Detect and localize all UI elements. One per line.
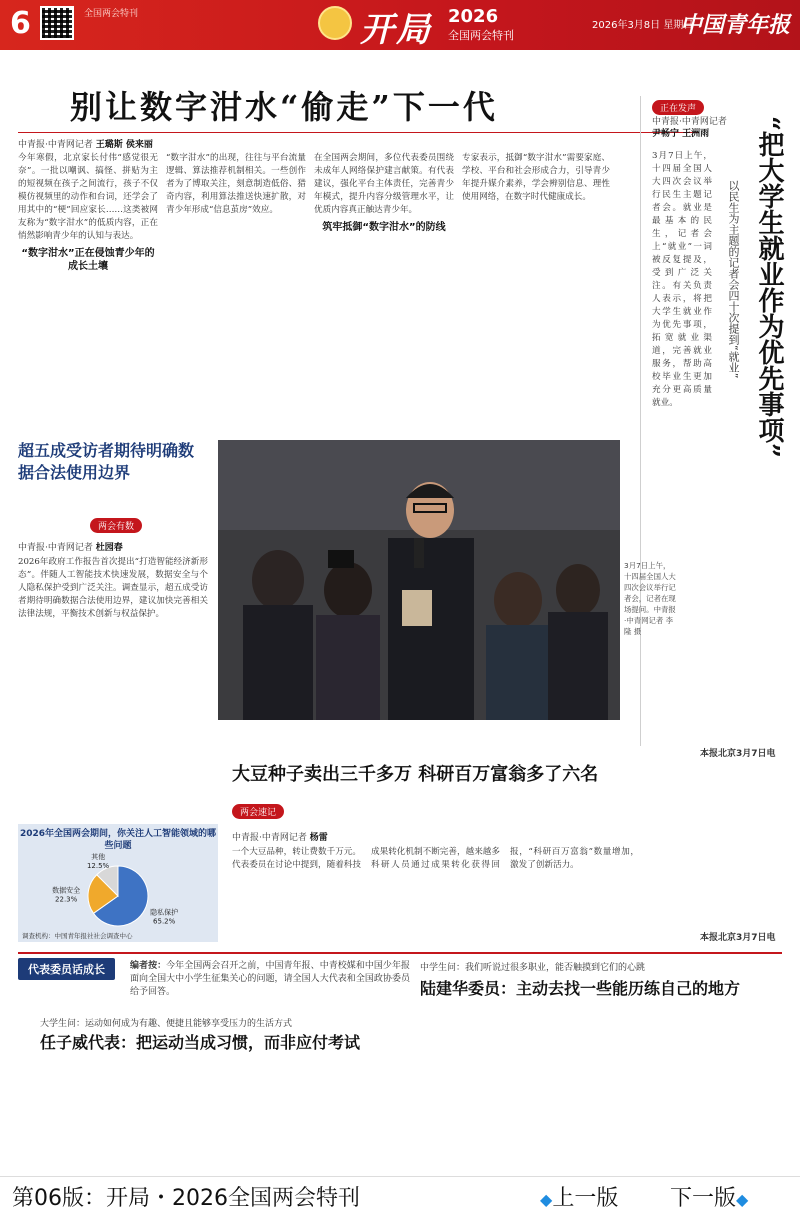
lead-byline-names: 王璐斯 侯来丽 <box>95 140 153 150</box>
ai-byline <box>18 540 123 553</box>
column-divider <box>640 96 641 746</box>
right-subheadline: 以民生为主题的记者会四十次提到“就业” <box>727 180 740 379</box>
chart-source: 调查机构：中国青年报社社会调查中心 <box>22 932 133 940</box>
bottom-divider <box>18 952 782 954</box>
left-bottom-headline[interactable]: 任子威代表：把运动当成习惯，而非应付考试 <box>40 1033 361 1052</box>
pie-label-2: 其他 <box>91 853 106 862</box>
section-title: 开局 <box>360 10 432 50</box>
issue-date: 2026年3月8日 星期日 <box>592 20 694 31</box>
footer-bar <box>0 1176 800 1217</box>
ai-tag: 两会有数 <box>90 518 142 533</box>
photo-illustration <box>218 440 620 720</box>
editor-note <box>130 960 410 1004</box>
next-arrow-icon: ◆ <box>736 1190 749 1209</box>
press-conference-photo <box>218 440 620 720</box>
lead-column-2 <box>166 152 306 422</box>
soybean-dateline: 本报北京3月7日电 <box>700 933 776 943</box>
soybean-tag-wrap <box>232 800 284 819</box>
soybean-byline-prefix: 中青报·中青网记者 <box>232 833 307 843</box>
right-body-top <box>652 150 712 408</box>
soybean-byline <box>232 830 328 843</box>
qr-code-icon <box>40 6 74 40</box>
edition-label: 第06版：开局・2026全国两会特刊 <box>12 1186 360 1211</box>
editor-note-label: 编者按： <box>130 961 167 971</box>
ai-byline-names: 杜园春 <box>95 543 123 553</box>
soybean-byline-names: 杨雷 <box>309 833 328 843</box>
right-bottom-headline[interactable]: 陆建华委员：主动去找一些能历练自己的地方 <box>420 979 741 998</box>
ai-body-text: 2026年政府工作报告首次提出“打造智能经济新形态”。伴随人工智能技术快速发展，数据安全与个人隐私保护受到广泛关注。调查显示，超五成受访者期待明确数据合法使用边界，建议加快完善相关法律法规，平衡技术创新与权益保护。 <box>18 557 208 619</box>
ai-body <box>18 556 208 812</box>
right-tag-wrap <box>652 96 704 115</box>
lead-byline-prefix: 中青报·中青网记者 <box>18 140 93 150</box>
lead-paragraph-2: “数字泔水”的出现，往往与平台流量逻辑、算法推荐机制相关。一些创作者为了博取关注，刻意制造低俗、猎奇内容，利用算法推送快速扩散，对青少年形成“信息茧房”效应。 <box>166 153 306 215</box>
chart-svg <box>18 824 218 942</box>
pie-label-0: 隐私保护 <box>150 908 179 917</box>
soybean-tag: 两会速记 <box>232 804 284 819</box>
soybean-headline[interactable]: 大豆种子卖出三千多万 科研百万富翁多了六名 <box>232 764 599 785</box>
masthead-eyebrow: 全国两会特刊 <box>84 9 139 19</box>
soybean-body-text: 一个大豆品种，转让费数千万元。代表委员在讨论中提到，随着科技成果转化机制不断完善，越来越多科研人员通过成果转化获得回报，“科研百万富翁”数量增加，激发了创新活力。 <box>232 847 639 870</box>
lead-subhead-2: 筑牢抵御“数字泔水”的防线 <box>322 222 446 233</box>
chart-title: 2026年全国两会期间，你关注人工智能领域的哪些问题 <box>19 829 217 851</box>
national-emblem-icon <box>318 6 352 40</box>
masthead <box>0 0 800 50</box>
right-byline <box>652 116 740 140</box>
right-kicker: 中学生问：我们听说过很多职业，能否触摸到它们的心跳 <box>420 963 646 973</box>
lead-subhead-1: “数字泔水”正在侵蚀青少年的成长土壤 <box>21 248 155 272</box>
lead-headline[interactable]: 别让数字泔水“偷走”下一代 <box>70 88 498 126</box>
right-tag: 正在发声 <box>652 100 704 115</box>
next-edition-label: 下一版 <box>670 1186 737 1211</box>
special-label: 全国两会特刊 <box>448 29 514 42</box>
pie-chart <box>18 824 218 942</box>
right-dateline: 本报北京3月7日电 <box>700 749 776 759</box>
pie-value-0: 65.2% <box>153 917 176 926</box>
paper-logo: 中国青年报 <box>680 12 791 38</box>
lead-column-4 <box>462 152 610 422</box>
right-body-text: 3月7日上午，十四届全国人大四次会议举行民生主题记者会。就业是最基本的民生，记者会上“就业”一词被反复提及，受到广泛关注。有关负责人表示，将把大学生就业作为优先事项，拓宽就业渠道，完善就业服务，帮助高校毕业生更加充分更高质量就业。 <box>652 151 712 408</box>
bottom-banner: 代表委员话成长 <box>18 958 115 980</box>
lead-column-1 <box>18 152 158 422</box>
soybean-body <box>232 846 778 936</box>
lead-paragraph-3: 在全国两会期间，多位代表委员围绕未成年人网络保护建言献策。有代表建议，强化平台主体责任，完善青少年模式，提升内容分级管理水平，让优质内容真正触达青少年。 <box>314 153 454 215</box>
lead-paragraph-4: 专家表示，抵御“数字泔水”需要家庭、学校、平台和社会形成合力，引导青少年提升媒介素养，学会辨别信息、理性使用网络，在数字时代健康成长。 <box>462 153 610 202</box>
page-number: 6 <box>10 6 31 41</box>
pie-value-1: 22.3% <box>55 895 78 904</box>
left-kicker: 大学生问：运动如何成为有趣、便捷且能够享受压力的生活方式 <box>40 1019 293 1029</box>
lead-paragraph-1: 今年寒假，北京家长付伟“感觉很无奈”。一批以嘲讽、搞怪、拼贴为主的短视频在孩子之间流行，孩子不仅模仿视频里的动作和台词，还学会了用其中的“梗”回应家长……这类被网友称为“数字泔水”的低质内容，正在悄然影响青少年的认知与表达。 <box>18 153 158 241</box>
ai-byline-prefix: 中青报·中青网记者 <box>18 543 93 553</box>
lead-divider <box>18 132 698 133</box>
lead-byline <box>18 137 153 150</box>
right-byline-names: 尹畅宁 王洲雨 <box>652 129 710 139</box>
prev-edition-label: 上一版 <box>552 1186 619 1211</box>
next-edition-button[interactable] <box>670 1181 748 1212</box>
editor-note-text: 今年全国两会召开之前，中国青年报、中青校媒和中国少年报面向全国大中小学生征集关心的问题，请全国人大代表和全国政协委员给予回答。 <box>130 961 410 997</box>
pie-value-2: 12.5% <box>86 862 110 871</box>
lead-column-3 <box>314 152 454 422</box>
ai-tag-wrap <box>90 514 142 533</box>
pie-label-1: 数据安全 <box>52 886 81 895</box>
year-label: 2026 <box>448 6 499 27</box>
photo-caption: 3月7日上午，十四届全国人大四次会议举行记者会，记者在现场提问。中青报·中青网记者 李隆 摄 <box>624 561 676 636</box>
ai-headline[interactable]: 超五成受访者期待明确数据合法使用边界 <box>18 441 195 482</box>
right-byline-prefix: 中青报·中青网记者 <box>652 117 727 127</box>
prev-arrow-icon: ◆ <box>540 1190 553 1209</box>
prev-edition-button[interactable] <box>540 1181 618 1212</box>
right-headline[interactable]: “把大学生就业作为优先事项” <box>754 116 784 458</box>
